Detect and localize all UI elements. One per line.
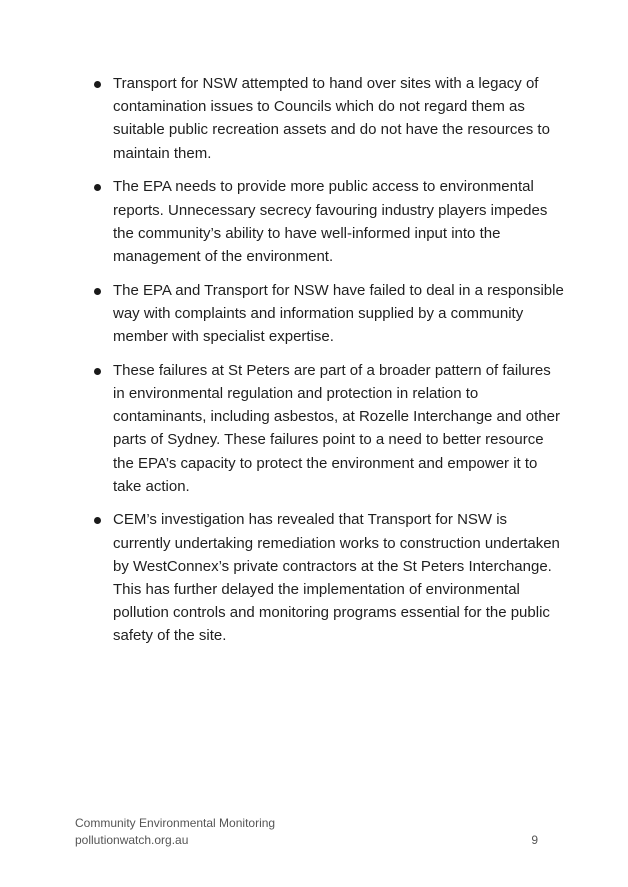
list-item — [94, 175, 564, 268]
list-item-text: Transport for NSW attempted to hand over sites with a legacy of contamination issues to Councils which do not regard them as suitable public recreation assets and do not have the resources to maintain them. — [113, 75, 550, 162]
list-item — [94, 72, 564, 165]
list-item-text: The EPA and Transport for NSW have failed to deal in a responsible way with complaints and information supplied by a community member with specialist expertise. — [113, 281, 564, 346]
bullet-icon — [94, 184, 101, 191]
bullet-icon — [94, 81, 101, 88]
list-item — [94, 508, 564, 647]
footer-website: pollutionwatch.org.au — [75, 833, 189, 847]
list-item-text: CEM’s investigation has revealed that Transport for NSW is currently undertaking remediation works to construction undertaken by WestConnex’s private contractors at the St Peters Interchange. This has further delayed the implementation of environmental pollution controls and monitoring programs essential for the public safety of the site. — [113, 511, 560, 645]
list-item-text: These failures at St Peters are part of a broader pattern of failures in environmental regulation and protection in relation to contaminants, including asbestos, at Rozelle Interchange and other parts of Sydney. These failures point to a need to better resource the EPA’s capacity to protect the environment and empower it to take action. — [113, 361, 560, 495]
findings-list — [94, 72, 564, 658]
bullet-icon — [94, 288, 101, 295]
page-number: 9 — [531, 833, 538, 847]
list-item-text: The EPA needs to provide more public access to environmental reports. Unnecessary secrecy favouring industry players impedes the community’s ability to have well-informed input into the management of the environment. — [113, 178, 548, 265]
footer-org-name: Community Environmental Monitoring — [75, 816, 276, 830]
bullet-icon — [94, 368, 101, 375]
list-item — [94, 279, 564, 349]
footer — [75, 815, 275, 849]
list-item — [94, 359, 564, 498]
bullet-icon — [94, 517, 101, 524]
